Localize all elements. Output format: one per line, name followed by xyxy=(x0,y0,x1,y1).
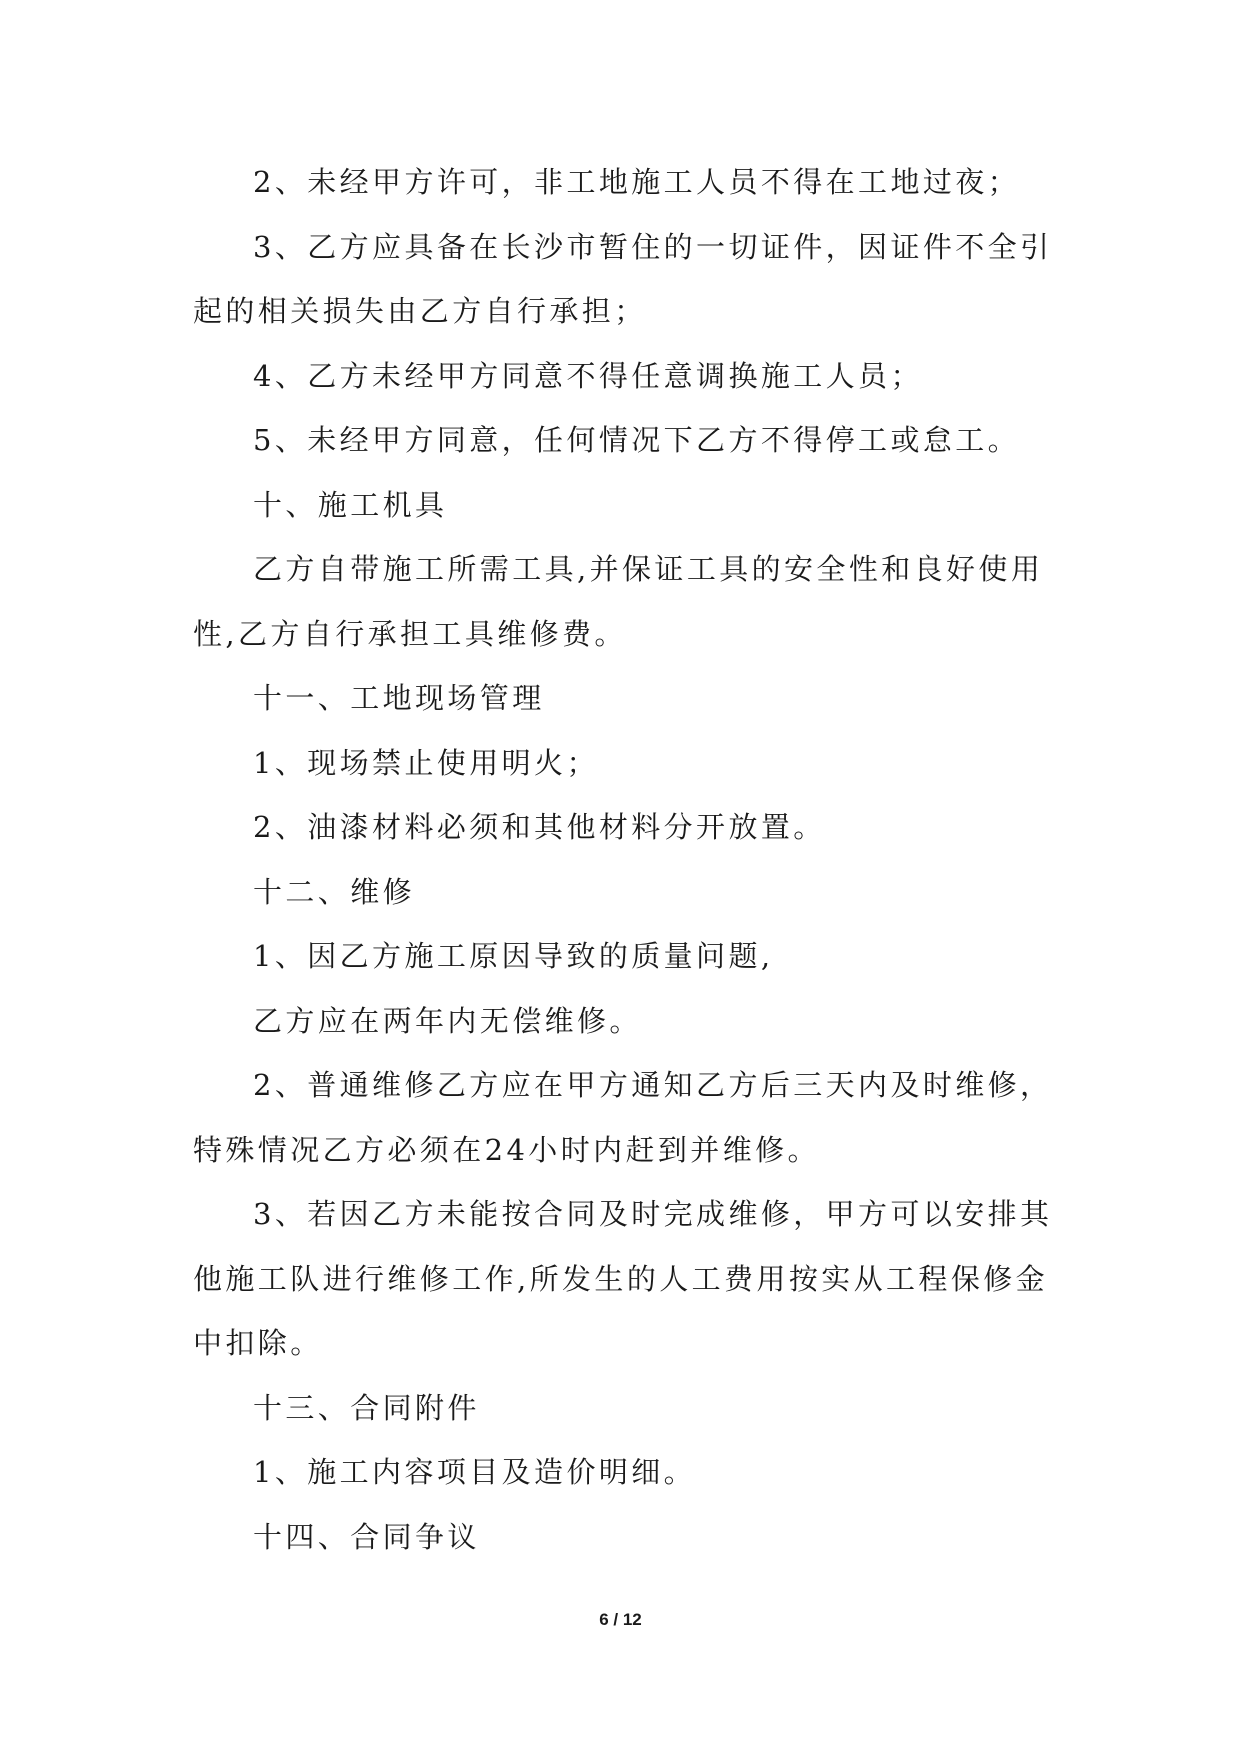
section-heading-10: 十、施工机具 xyxy=(253,487,448,522)
section-heading-13: 十三、合同附件 xyxy=(253,1390,480,1425)
clause-12-1b: 乙方应在两年内无偿维修。 xyxy=(253,1003,642,1038)
clause-12-2: 2、普通维修乙方应在甲方通知乙方后三天内及时维修，特殊情况乙方必须在24小时内赶到并维修。 xyxy=(193,1068,1053,1167)
clause-11-2: 2、油漆材料必须和其他材料分开放置。 xyxy=(253,810,826,844)
clause-9-5: 5、未经甲方同意，任何情况下乙方不得停工或怠工。 xyxy=(253,423,1021,457)
clause-13-1: 1、施工内容项目及造价明细。 xyxy=(253,1455,697,1489)
section-heading-14: 十四、合同争议 xyxy=(253,1519,480,1554)
section-heading-11: 十一、工地现场管理 xyxy=(253,681,545,715)
clause-9-2: 2、未经甲方许可，非工地施工人员不得在工地过夜； xyxy=(253,165,1021,199)
clause-12-1a: 1、因乙方施工原因导致的质量问题, xyxy=(253,939,774,973)
document-body xyxy=(193,150,1055,1569)
clause-10-body: 乙方自带施工所需工具,并保证工具的安全性和良好使用性,乙方自行承担工具维修费。 xyxy=(193,552,1044,651)
clause-9-3: 3、乙方应具备在长沙市暂住的一切证件，因证件不全引起的相关损失由乙方自行承担； xyxy=(193,229,1053,328)
page-number: 6 / 12 xyxy=(599,1610,642,1629)
clause-9-4: 4、乙方未经甲方同意不得任意调换施工人员； xyxy=(253,358,923,393)
clause-11-1: 1、现场禁止使用明火； xyxy=(253,745,599,780)
clause-12-3: 3、若因乙方未能按合同及时完成维修，甲方可以安排其他施工队进行维修工作,所发生的人工费用按实从工程保修金中扣除。 xyxy=(193,1197,1053,1360)
section-heading-12: 十二、维修 xyxy=(253,874,416,909)
